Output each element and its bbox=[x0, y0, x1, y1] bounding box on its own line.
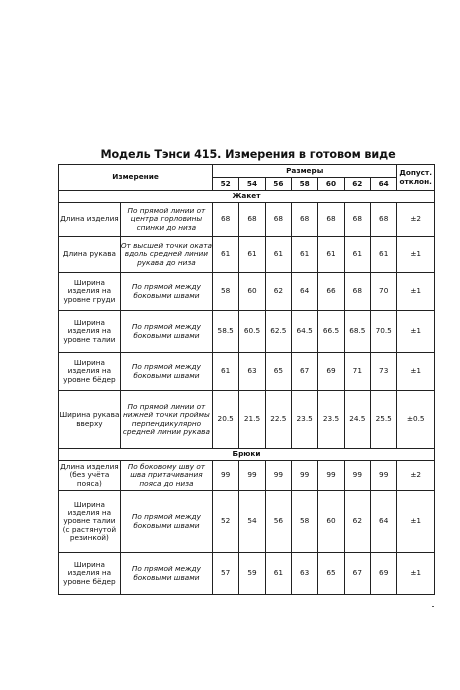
size-value: 71 bbox=[344, 353, 370, 391]
size-value: 56 bbox=[265, 491, 291, 553]
measurement-method: От высшей точки оката вдоль средней линии рукава до низа bbox=[120, 237, 212, 273]
measurement-row bbox=[59, 391, 435, 449]
measurements-table bbox=[58, 164, 435, 595]
measurement-name: Ширина рукава вверху bbox=[59, 391, 121, 449]
size-value: 23.5 bbox=[292, 391, 318, 449]
size-value: 68 bbox=[239, 203, 265, 237]
size-value: 99 bbox=[344, 461, 370, 491]
measurement-method: По прямой между боковыми швами bbox=[120, 353, 212, 391]
size-value: 68 bbox=[265, 203, 291, 237]
size-value: 61 bbox=[370, 237, 396, 273]
size-value: 61 bbox=[292, 237, 318, 273]
measurement-name: Ширина изделия на уровне груди bbox=[59, 273, 121, 311]
measurement-row bbox=[59, 203, 435, 237]
measurement-method: По прямой между боковыми швами bbox=[120, 273, 212, 311]
measurement-name: Ширина изделия на уровне бёдер bbox=[59, 553, 121, 595]
size-cell: 64 bbox=[370, 178, 396, 191]
measurement-name: Ширина изделия на уровне талии bbox=[59, 311, 121, 353]
measurement-name: Ширина изделия на уровне талии (с растянутой резинкой) bbox=[59, 491, 121, 553]
size-value: 22.5 bbox=[265, 391, 291, 449]
size-value: 99 bbox=[239, 461, 265, 491]
size-value: 20.5 bbox=[213, 391, 239, 449]
size-cell: 54 bbox=[239, 178, 265, 191]
size-value: 64 bbox=[292, 273, 318, 311]
measurement-name: Длина изделия (без учёта пояса) bbox=[59, 461, 121, 491]
measurement-name: Длина рукава bbox=[59, 237, 121, 273]
size-value: 70 bbox=[370, 273, 396, 311]
section-title: Брюки bbox=[59, 449, 435, 461]
size-value: 63 bbox=[239, 353, 265, 391]
size-value: 64.5 bbox=[292, 311, 318, 353]
size-value: 99 bbox=[318, 461, 344, 491]
section-row bbox=[59, 191, 435, 203]
document-title: Модель Тэнси 415. Измерения в готовом виде bbox=[100, 148, 396, 161]
size-value: 66.5 bbox=[318, 311, 344, 353]
size-value: 99 bbox=[213, 461, 239, 491]
measurement-method: По прямой линии от центра горловины спинки до низа bbox=[120, 203, 212, 237]
size-cell: 52 bbox=[213, 178, 239, 191]
tolerance-value: ±1 bbox=[397, 553, 435, 595]
tolerance-value: ±1 bbox=[397, 237, 435, 273]
size-cell: 60 bbox=[318, 178, 344, 191]
size-value: 59 bbox=[239, 553, 265, 595]
size-value: 68 bbox=[344, 273, 370, 311]
size-value: 68 bbox=[370, 203, 396, 237]
size-value: 67 bbox=[344, 553, 370, 595]
size-value: 61 bbox=[213, 237, 239, 273]
measurement-name: Длина изделия bbox=[59, 203, 121, 237]
size-value: 58.5 bbox=[213, 311, 239, 353]
size-value: 57 bbox=[213, 553, 239, 595]
size-value: 61 bbox=[213, 353, 239, 391]
size-value: 65 bbox=[265, 353, 291, 391]
size-value: 24.5 bbox=[344, 391, 370, 449]
size-value: 62 bbox=[344, 491, 370, 553]
tolerance-value: ±1 bbox=[397, 273, 435, 311]
measurement-method: По прямой линии от нижней точки проймы перпендикулярно средней линии рукава bbox=[120, 391, 212, 449]
measurement-row bbox=[59, 461, 435, 491]
measurement-row bbox=[59, 311, 435, 353]
size-value: 60 bbox=[239, 273, 265, 311]
size-value: 67 bbox=[292, 353, 318, 391]
measurement-method: По прямой между боковыми швами bbox=[120, 553, 212, 595]
size-value: 99 bbox=[292, 461, 318, 491]
tolerance-header: Допуст. отклон. bbox=[397, 165, 435, 191]
size-value: 68 bbox=[344, 203, 370, 237]
size-value: 66 bbox=[318, 273, 344, 311]
tolerance-value: ±2 bbox=[397, 203, 435, 237]
page-mark bbox=[432, 606, 434, 607]
size-value: 68 bbox=[318, 203, 344, 237]
measurement-method: По прямой между боковыми швами bbox=[120, 311, 212, 353]
size-value: 99 bbox=[265, 461, 291, 491]
size-cell: 62 bbox=[344, 178, 370, 191]
header-row bbox=[59, 165, 435, 178]
size-value: 61 bbox=[265, 237, 291, 273]
size-value: 73 bbox=[370, 353, 396, 391]
size-value: 52 bbox=[213, 491, 239, 553]
size-value: 60 bbox=[318, 491, 344, 553]
size-value: 68 bbox=[292, 203, 318, 237]
size-value: 61 bbox=[318, 237, 344, 273]
measurement-method: По прямой между боковыми швами bbox=[120, 491, 212, 553]
size-value: 61 bbox=[239, 237, 265, 273]
section-row bbox=[59, 449, 435, 461]
tolerance-value: ±1 bbox=[397, 311, 435, 353]
size-value: 63 bbox=[292, 553, 318, 595]
size-value: 69 bbox=[318, 353, 344, 391]
size-value: 68 bbox=[213, 203, 239, 237]
measurement-row bbox=[59, 353, 435, 391]
size-value: 62.5 bbox=[265, 311, 291, 353]
measurement-row bbox=[59, 553, 435, 595]
size-value: 60.5 bbox=[239, 311, 265, 353]
measurement-row bbox=[59, 237, 435, 273]
size-value: 58 bbox=[292, 491, 318, 553]
size-value: 64 bbox=[370, 491, 396, 553]
tolerance-value: ±0.5 bbox=[397, 391, 435, 449]
size-cell: 56 bbox=[265, 178, 291, 191]
size-value: 68.5 bbox=[344, 311, 370, 353]
size-value: 54 bbox=[239, 491, 265, 553]
size-value: 21.5 bbox=[239, 391, 265, 449]
tolerance-value: ±1 bbox=[397, 491, 435, 553]
section-title: Жакет bbox=[59, 191, 435, 203]
size-cell: 58 bbox=[292, 178, 318, 191]
size-value: 99 bbox=[370, 461, 396, 491]
tolerance-value: ±2 bbox=[397, 461, 435, 491]
size-value: 23.5 bbox=[318, 391, 344, 449]
measurement-row bbox=[59, 491, 435, 553]
measurement-header: Измерение bbox=[59, 165, 213, 191]
measurement-method: По боковому шву от шва притачивания пояса до низа bbox=[120, 461, 212, 491]
size-value: 58 bbox=[213, 273, 239, 311]
size-value: 70.5 bbox=[370, 311, 396, 353]
tolerance-value: ±1 bbox=[397, 353, 435, 391]
size-value: 62 bbox=[265, 273, 291, 311]
measurement-row bbox=[59, 273, 435, 311]
size-value: 61 bbox=[344, 237, 370, 273]
size-value: 25.5 bbox=[370, 391, 396, 449]
sizes-header: Размеры bbox=[213, 165, 397, 178]
measurement-name: Ширина изделия на уровне бёдер bbox=[59, 353, 121, 391]
size-value: 65 bbox=[318, 553, 344, 595]
size-value: 61 bbox=[265, 553, 291, 595]
size-value: 69 bbox=[370, 553, 396, 595]
